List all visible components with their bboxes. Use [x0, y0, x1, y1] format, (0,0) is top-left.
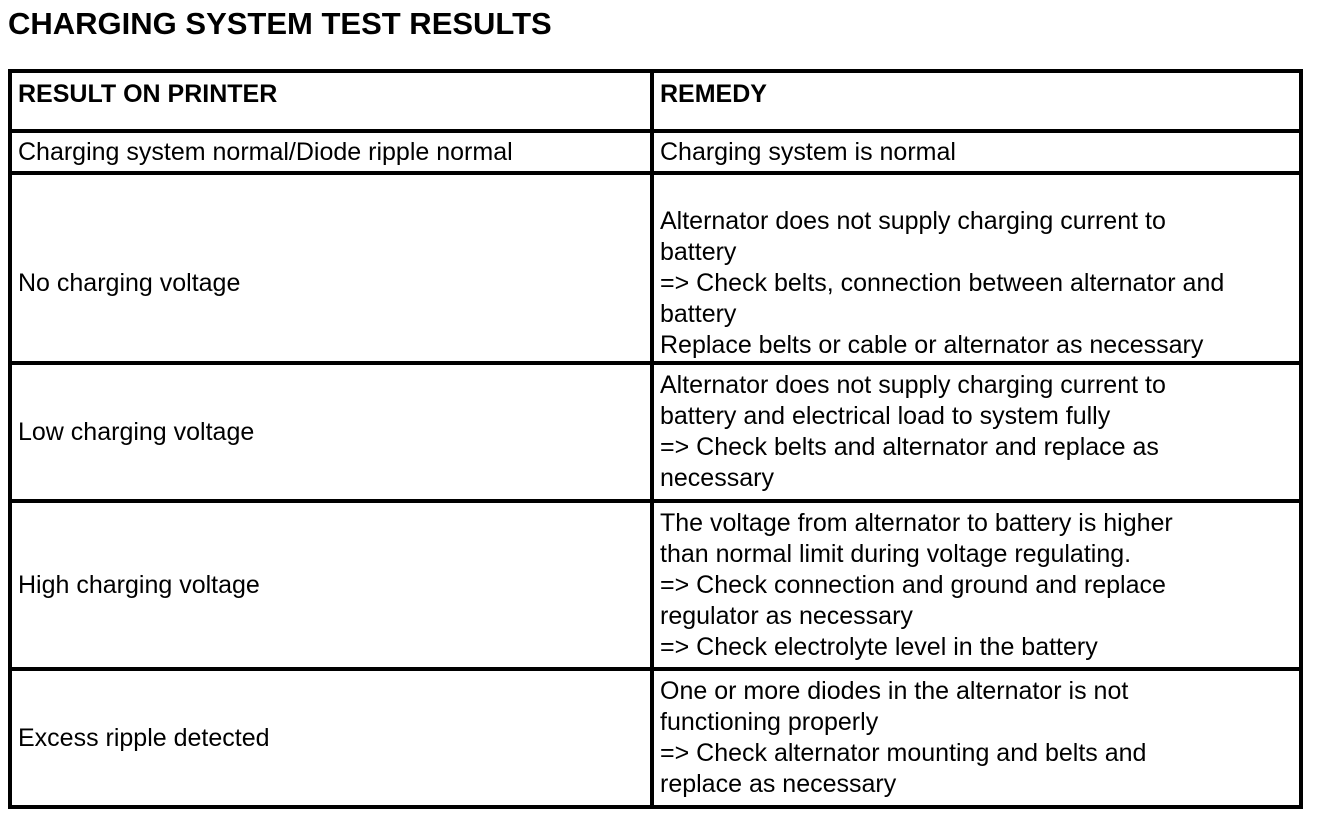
remedy-line: => Check belts, connection between alternator and [660, 268, 1225, 297]
table-row [10, 173, 1301, 363]
remedy-line: => Check alternator mounting and belts and [660, 739, 1147, 767]
table-row [10, 363, 1301, 501]
table-row [10, 669, 1301, 807]
remedy-cell [652, 131, 1301, 173]
remedy-line: functioning properly [660, 708, 879, 736]
remedy-cell [652, 501, 1301, 669]
remedy-line: necessary [660, 464, 774, 492]
table-row [10, 501, 1301, 669]
remedy-cell [652, 363, 1301, 501]
remedy-cell [652, 669, 1301, 807]
remedy-line: => Check belts and alternator and replace as [660, 433, 1159, 461]
remedy-line: battery [660, 237, 737, 266]
table-header-row [10, 71, 1301, 131]
remedy-cell [652, 173, 1301, 363]
remedy-line: => Check electrolyte level in the battery [660, 632, 1098, 661]
remedy-line: battery and electrical load to system fully [660, 402, 1111, 430]
result-cell: No charging voltage [10, 173, 652, 363]
remedy-line: Alternator does not supply charging current to [660, 206, 1166, 235]
remedy-line: regulator as necessary [660, 601, 913, 630]
remedy-line: One or more diodes in the alternator is not [660, 677, 1129, 705]
column-header-remedy: REMEDY [652, 71, 1301, 131]
remedy-line: than normal limit during voltage regulating. [660, 539, 1132, 568]
results-table [8, 69, 1303, 809]
remedy-line: replace as necessary [660, 770, 897, 798]
remedy-line: Alternator does not supply charging current to [660, 371, 1166, 399]
result-cell: Low charging voltage [10, 363, 652, 501]
remedy-line: The voltage from alternator to battery is higher [660, 508, 1173, 537]
result-cell: Charging system normal/Diode ripple normal [10, 131, 652, 173]
table-row [10, 131, 1301, 173]
remedy-line: battery [660, 299, 737, 328]
result-cell: Excess ripple detected [10, 669, 652, 807]
column-header-result: RESULT ON PRINTER [10, 71, 652, 131]
remedy-line: Replace belts or cable or alternator as necessary [660, 330, 1204, 359]
remedy-line: => Check connection and ground and replace [660, 570, 1166, 599]
remedy-line: Charging system is normal [660, 137, 956, 166]
result-cell: High charging voltage [10, 501, 652, 669]
page-title: CHARGING SYSTEM TEST RESULTS [8, 6, 552, 41]
